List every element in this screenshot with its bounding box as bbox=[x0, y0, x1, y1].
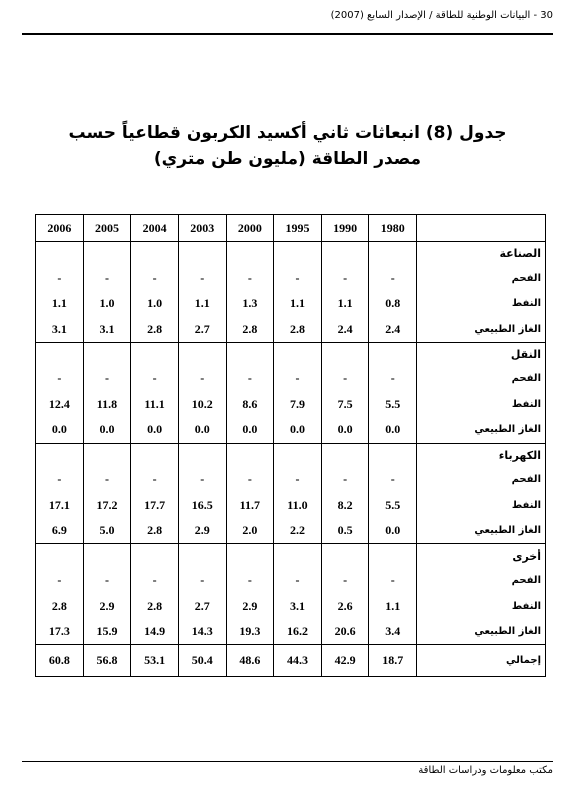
total-value: 18.7 bbox=[369, 645, 417, 677]
value-cell: 2.9 bbox=[83, 593, 131, 618]
footer-rule bbox=[22, 761, 553, 762]
empty-cell bbox=[83, 443, 131, 467]
value-cell: 2.7 bbox=[178, 593, 226, 618]
value-cell: 16.2 bbox=[274, 619, 322, 645]
empty-cell bbox=[36, 443, 84, 467]
value-cell: 2.8 bbox=[274, 316, 322, 342]
value-cell: 1.0 bbox=[131, 291, 179, 316]
value-cell: 2.4 bbox=[321, 316, 369, 342]
value-cell: - bbox=[274, 568, 322, 593]
empty-cell bbox=[178, 443, 226, 467]
value-cell: 20.6 bbox=[321, 619, 369, 645]
value-cell: 2.9 bbox=[178, 518, 226, 544]
section-label: الصناعة bbox=[417, 242, 546, 266]
row-label: الفحم bbox=[417, 366, 546, 391]
empty-cell bbox=[83, 544, 131, 568]
value-cell: 12.4 bbox=[36, 392, 84, 417]
value-cell: 8.2 bbox=[321, 493, 369, 518]
value-cell: 2.8 bbox=[131, 593, 179, 618]
value-cell: 2.2 bbox=[274, 518, 322, 544]
table-body bbox=[36, 242, 546, 677]
page-footer: مكتب معلومات ودراسات الطاقة bbox=[418, 765, 553, 776]
value-cell: 17.1 bbox=[36, 493, 84, 518]
value-cell: 8.6 bbox=[226, 392, 274, 417]
row-label: الفحم bbox=[417, 467, 546, 492]
value-cell: 0.8 bbox=[369, 291, 417, 316]
table-row bbox=[36, 366, 546, 391]
value-cell: 17.2 bbox=[83, 493, 131, 518]
table-row bbox=[36, 593, 546, 618]
empty-cell bbox=[321, 342, 369, 366]
table-row bbox=[36, 493, 546, 518]
value-cell: - bbox=[178, 568, 226, 593]
value-cell: 0.0 bbox=[321, 417, 369, 443]
empty-cell bbox=[321, 544, 369, 568]
row-label: الغاز الطبيعي bbox=[417, 417, 546, 443]
value-cell: - bbox=[321, 366, 369, 391]
page-header: 30 - البيانات الوطنية للطاقة / الإصدار السابع (2007) bbox=[330, 10, 553, 21]
title-line-2: مصدر الطاقة (مليون طن متري) bbox=[153, 149, 422, 169]
empty-cell bbox=[36, 242, 84, 266]
total-value: 56.8 bbox=[83, 645, 131, 677]
empty-cell bbox=[226, 342, 274, 366]
table-row bbox=[36, 265, 546, 290]
empty-cell bbox=[274, 443, 322, 467]
value-cell: 1.1 bbox=[369, 593, 417, 618]
value-cell: 5.5 bbox=[369, 493, 417, 518]
corner-cell bbox=[417, 215, 546, 242]
section-label: النقل bbox=[417, 342, 546, 366]
table-title bbox=[40, 120, 535, 172]
year-header: 1995 bbox=[274, 215, 322, 242]
section-label: أخرى bbox=[417, 544, 546, 568]
section-header-row bbox=[36, 242, 546, 266]
section-header-row bbox=[36, 544, 546, 568]
total-value: 44.3 bbox=[274, 645, 322, 677]
empty-cell bbox=[226, 443, 274, 467]
value-cell: 0.0 bbox=[369, 518, 417, 544]
empty-cell bbox=[178, 342, 226, 366]
row-label: النفط bbox=[417, 291, 546, 316]
value-cell: 5.5 bbox=[369, 392, 417, 417]
value-cell: 10.2 bbox=[178, 392, 226, 417]
row-label: الفحم bbox=[417, 265, 546, 290]
table-row bbox=[36, 316, 546, 342]
table-row bbox=[36, 619, 546, 645]
value-cell: 3.1 bbox=[83, 316, 131, 342]
empty-cell bbox=[274, 242, 322, 266]
value-cell: 2.8 bbox=[131, 316, 179, 342]
value-cell: 15.9 bbox=[83, 619, 131, 645]
value-cell: 7.5 bbox=[321, 392, 369, 417]
empty-cell bbox=[36, 544, 84, 568]
value-cell: 19.3 bbox=[226, 619, 274, 645]
empty-cell bbox=[369, 342, 417, 366]
value-cell: 0.5 bbox=[321, 518, 369, 544]
value-cell: 1.0 bbox=[83, 291, 131, 316]
value-cell: - bbox=[83, 568, 131, 593]
value-cell: - bbox=[83, 366, 131, 391]
value-cell: - bbox=[226, 366, 274, 391]
section-header-row bbox=[36, 443, 546, 467]
table-row bbox=[36, 568, 546, 593]
total-row bbox=[36, 645, 546, 677]
value-cell: - bbox=[131, 467, 179, 492]
value-cell: - bbox=[274, 265, 322, 290]
year-header: 2000 bbox=[226, 215, 274, 242]
empty-cell bbox=[274, 342, 322, 366]
value-cell: 11.7 bbox=[226, 493, 274, 518]
value-cell: 0.0 bbox=[36, 417, 84, 443]
empty-cell bbox=[178, 544, 226, 568]
year-header: 2003 bbox=[178, 215, 226, 242]
value-cell: - bbox=[36, 366, 84, 391]
value-cell: 2.9 bbox=[226, 593, 274, 618]
total-value: 60.8 bbox=[36, 645, 84, 677]
row-label: الغاز الطبيعي bbox=[417, 619, 546, 645]
emissions-table bbox=[35, 214, 546, 677]
value-cell: 11.1 bbox=[131, 392, 179, 417]
row-label: النفط bbox=[417, 392, 546, 417]
value-cell: - bbox=[131, 366, 179, 391]
value-cell: 2.0 bbox=[226, 518, 274, 544]
value-cell: 2.8 bbox=[226, 316, 274, 342]
value-cell: - bbox=[36, 568, 84, 593]
empty-cell bbox=[369, 242, 417, 266]
value-cell: 5.0 bbox=[83, 518, 131, 544]
value-cell: 2.8 bbox=[131, 518, 179, 544]
header-rule bbox=[22, 33, 553, 35]
total-value: 50.4 bbox=[178, 645, 226, 677]
table-row bbox=[36, 467, 546, 492]
value-cell: 6.9 bbox=[36, 518, 84, 544]
value-cell: - bbox=[36, 467, 84, 492]
title-line-1: جدول (8) انبعاثات ثاني أكسيد الكربون قطاعياً حسب bbox=[68, 123, 507, 143]
value-cell: 0.0 bbox=[83, 417, 131, 443]
value-cell: 3.1 bbox=[36, 316, 84, 342]
empty-cell bbox=[274, 544, 322, 568]
value-cell: - bbox=[226, 265, 274, 290]
table-row bbox=[36, 291, 546, 316]
value-cell: 1.1 bbox=[36, 291, 84, 316]
value-cell: - bbox=[369, 568, 417, 593]
row-label: الغاز الطبيعي bbox=[417, 518, 546, 544]
value-cell: 14.9 bbox=[131, 619, 179, 645]
value-cell: 0.0 bbox=[178, 417, 226, 443]
value-cell: - bbox=[369, 467, 417, 492]
row-label: الغاز الطبيعي bbox=[417, 316, 546, 342]
section-header-row bbox=[36, 342, 546, 366]
value-cell: - bbox=[83, 467, 131, 492]
value-cell: 0.0 bbox=[274, 417, 322, 443]
value-cell: - bbox=[131, 568, 179, 593]
value-cell: 2.6 bbox=[321, 593, 369, 618]
row-label: النفط bbox=[417, 493, 546, 518]
empty-cell bbox=[226, 242, 274, 266]
value-cell: - bbox=[369, 366, 417, 391]
value-cell: 7.9 bbox=[274, 392, 322, 417]
value-cell: 14.3 bbox=[178, 619, 226, 645]
value-cell: 0.0 bbox=[131, 417, 179, 443]
value-cell: 3.1 bbox=[274, 593, 322, 618]
empty-cell bbox=[369, 544, 417, 568]
year-header: 1990 bbox=[321, 215, 369, 242]
value-cell: 0.0 bbox=[369, 417, 417, 443]
empty-cell bbox=[369, 443, 417, 467]
empty-cell bbox=[131, 242, 179, 266]
value-cell: 17.7 bbox=[131, 493, 179, 518]
value-cell: 2.7 bbox=[178, 316, 226, 342]
value-cell: - bbox=[178, 265, 226, 290]
total-value: 48.6 bbox=[226, 645, 274, 677]
value-cell: - bbox=[274, 467, 322, 492]
table-row bbox=[36, 417, 546, 443]
empty-cell bbox=[131, 443, 179, 467]
year-header-row bbox=[36, 215, 546, 242]
value-cell: 0.0 bbox=[226, 417, 274, 443]
value-cell: 1.1 bbox=[321, 291, 369, 316]
year-header: 2004 bbox=[131, 215, 179, 242]
empty-cell bbox=[321, 443, 369, 467]
value-cell: - bbox=[178, 366, 226, 391]
empty-cell bbox=[83, 242, 131, 266]
section-label: الكهرباء bbox=[417, 443, 546, 467]
total-value: 42.9 bbox=[321, 645, 369, 677]
year-header: 2005 bbox=[83, 215, 131, 242]
value-cell: - bbox=[274, 366, 322, 391]
year-header: 2006 bbox=[36, 215, 84, 242]
value-cell: 1.1 bbox=[178, 291, 226, 316]
value-cell: - bbox=[226, 568, 274, 593]
value-cell: 11.8 bbox=[83, 392, 131, 417]
value-cell: 1.1 bbox=[274, 291, 322, 316]
value-cell: - bbox=[83, 265, 131, 290]
empty-cell bbox=[131, 544, 179, 568]
value-cell: - bbox=[178, 467, 226, 492]
value-cell: - bbox=[131, 265, 179, 290]
table-row bbox=[36, 392, 546, 417]
value-cell: - bbox=[369, 265, 417, 290]
value-cell: 16.5 bbox=[178, 493, 226, 518]
value-cell: 17.3 bbox=[36, 619, 84, 645]
value-cell: 2.4 bbox=[369, 316, 417, 342]
empty-cell bbox=[36, 342, 84, 366]
total-label: إجمالي bbox=[417, 645, 546, 677]
empty-cell bbox=[131, 342, 179, 366]
value-cell: 3.4 bbox=[369, 619, 417, 645]
value-cell: - bbox=[36, 265, 84, 290]
value-cell: 11.0 bbox=[274, 493, 322, 518]
table-row bbox=[36, 518, 546, 544]
value-cell: - bbox=[321, 265, 369, 290]
row-label: النفط bbox=[417, 593, 546, 618]
empty-cell bbox=[178, 242, 226, 266]
empty-cell bbox=[83, 342, 131, 366]
row-label: الفحم bbox=[417, 568, 546, 593]
year-header: 1980 bbox=[369, 215, 417, 242]
value-cell: - bbox=[321, 467, 369, 492]
empty-cell bbox=[321, 242, 369, 266]
empty-cell bbox=[226, 544, 274, 568]
value-cell: 2.8 bbox=[36, 593, 84, 618]
total-value: 53.1 bbox=[131, 645, 179, 677]
value-cell: - bbox=[226, 467, 274, 492]
value-cell: 1.3 bbox=[226, 291, 274, 316]
value-cell: - bbox=[321, 568, 369, 593]
